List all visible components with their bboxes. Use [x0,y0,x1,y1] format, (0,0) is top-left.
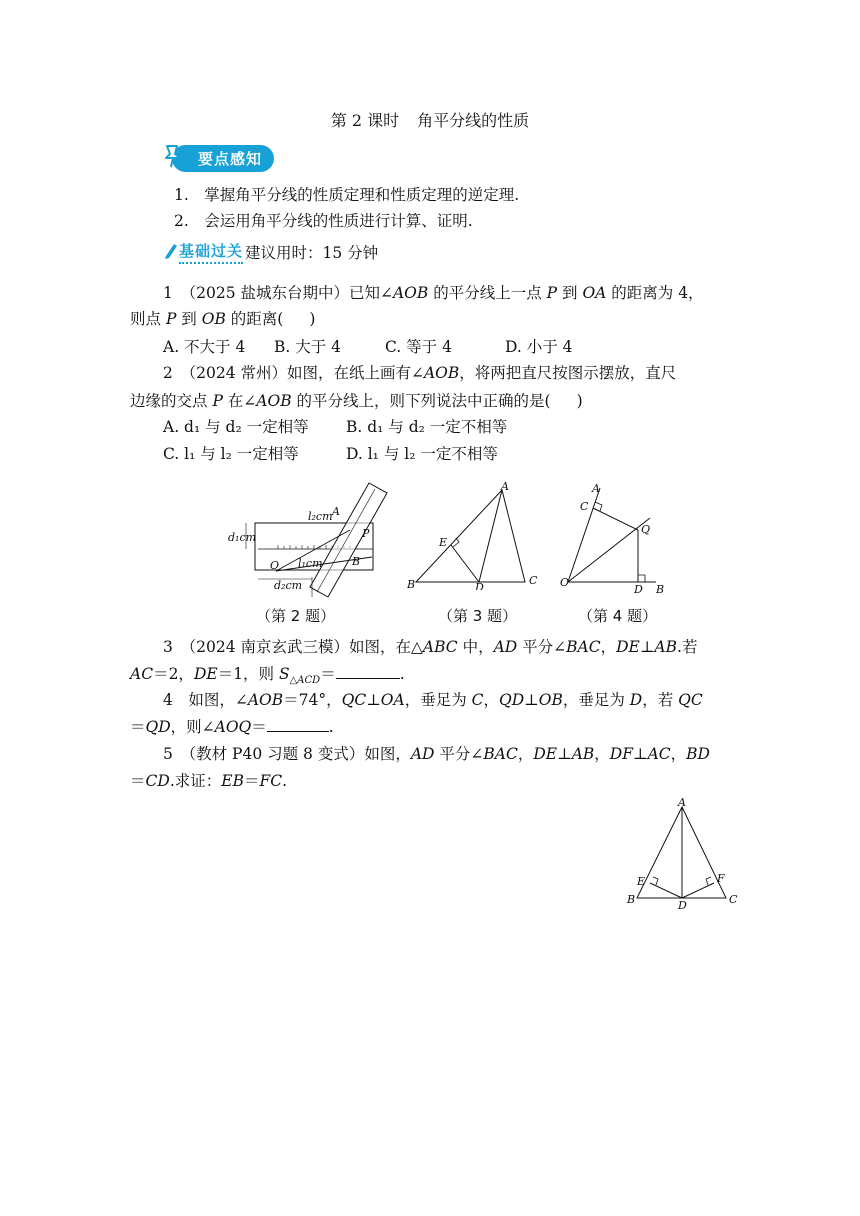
q1-line2: 则点 P 到 OB 的距离( ) [130,310,316,328]
fig4-label-c: C [580,500,589,513]
fig2-label-b: B [352,555,361,568]
key-points-badge [160,145,274,171]
q1-option-d[interactable]: D. 小于 4 [505,338,573,356]
fig3-label-c: C [529,574,538,587]
figure-3-diagram [405,480,545,590]
q2-option-b[interactable]: B. d₁ 与 d₂ 一定不相等 [346,418,508,436]
q3-line2: AC＝2，DE＝1，则 $S_{\triangle ACD}=$ . [130,665,405,687]
fig5-label-e: E [637,875,646,888]
q4-line2: ＝QD，则∠AOQ＝ . [130,718,334,736]
figure-2-diagram [222,475,394,605]
fig2-label-d1: d₁cm [228,531,257,544]
fig4-label-b: B [656,583,665,596]
basic-section-badge [163,241,378,263]
q5-line2: ＝CD.求证：EB＝FC. [130,772,288,790]
q4-answer-blank[interactable] [267,717,329,732]
q1-option-b[interactable]: B. 大于 4 [274,338,342,356]
fig4-label-d: D [634,583,643,596]
fig5-label-c: C [729,893,738,906]
fig3-label-a: A [501,480,509,493]
pushpin-icon [160,143,186,173]
fig2-label-p: P [362,527,370,540]
caption-figure-3: （第 3 题） [438,607,518,625]
fig2-label-a: A [332,505,340,518]
fig5-label-f: F [717,872,725,885]
fig2-label-l1: l₁cm [298,557,323,570]
lesson-number: 第 2 课时 [330,111,400,130]
fig2-label-d2: d₂cm [274,579,303,592]
q2-option-d[interactable]: D. l₁ 与 l₂ 一定不相等 [346,445,498,463]
fig3-label-e: E [439,536,448,549]
key-point-1: 1. 掌握角平分线的性质定理和性质定理的逆定理. [174,186,520,204]
q1-option-c[interactable]: C. 等于 4 [385,338,452,356]
fig5-label-b: B [627,893,636,906]
fig5-label-a: A [678,796,686,809]
fig5-label-d: D [678,899,687,910]
fig3-label-d: D [475,581,484,590]
q2-option-c[interactable]: C. l₁ 与 l₂ 一定相等 [163,445,299,463]
q3-line1: 3 （2024 南京玄武三模）如图，在△ABC 中，AD 平分∠BAC，DE⊥AB.若 [163,638,698,656]
q2-option-a[interactable]: A. d₁ 与 d₂ 一定相等 [163,418,309,436]
pencil-icon [163,241,179,263]
q2-line2: 边缘的交点 P 在∠AOB 的平分线上，则下列说法中正确的是( ) [130,392,583,410]
basic-section-label: 基础过关 [179,240,243,264]
fig2-label-o: O [270,559,280,572]
fig4-label-o: O [560,576,570,589]
figure-4-diagram [558,480,678,600]
fig2-label-l2: l₂cm [308,510,333,523]
q3-answer-blank[interactable] [336,664,400,679]
fig4-label-q: Q [641,523,651,536]
q1-line1: 1 （2025 盐城东台期中）已知∠AOB 的平分线上一点 P 到 OA 的距离为 4， [163,284,704,302]
q5-line1: 5 （教材 P40 习题 8 变式）如图，AD 平分∠BAC，DE⊥AB，DF⊥AC，BD [163,745,710,763]
page-title [0,108,860,131]
lesson-topic: 角平分线的性质 [417,111,530,130]
figure-5-diagram [625,795,740,910]
q1-option-a[interactable]: A. 不大于 4 [163,338,246,356]
caption-figure-2: （第 2 题） [256,607,336,625]
q2-line1: 2 （2024 常州）如图，在纸上画有∠AOB，将两把直尺按图示摆放，直尺 [163,364,677,382]
key-point-2: 2. 会运用角平分线的性质进行计算、证明. [174,212,473,230]
key-points-label: 要点感知 [172,145,274,172]
fig3-label-b: B [407,578,416,590]
suggested-time: 建议用时：15 分钟 [245,244,379,262]
q4-line1: 4 如图，∠AOB＝74°，QC⊥OA，垂足为 C，QD⊥OB，垂足为 D，若 QC [163,691,703,709]
fig4-label-a: A [592,482,600,495]
caption-figure-4: （第 4 题） [578,607,658,625]
